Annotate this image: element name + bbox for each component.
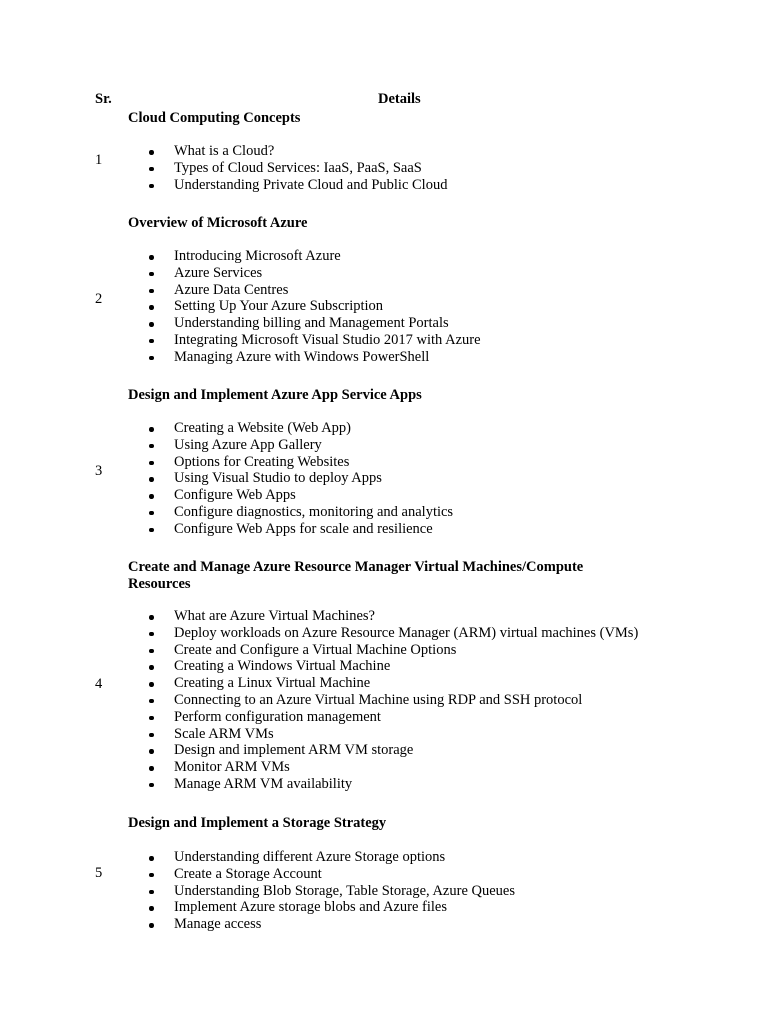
topic-item — [128, 899, 515, 916]
topic-text: Implement Azure storage blobs and Azure files — [174, 899, 448, 916]
bullet-icon — [149, 766, 154, 771]
section-title: Create and Manage Azure Resource Manager Virtual Machines/Compute Resources — [128, 559, 584, 592]
topic-text: Manage ARM VM availability — [174, 775, 353, 792]
bullet-icon — [149, 461, 154, 466]
topic-text: Scale ARM VMs — [174, 725, 274, 742]
topic-text: What are Azure Virtual Machines? — [174, 608, 375, 624]
section-title: Cloud Computing Concepts — [128, 110, 301, 126]
topic-text: Perform configuration management — [174, 708, 381, 725]
topic-item — [128, 282, 481, 299]
bullet-icon — [149, 272, 154, 277]
topic-item — [128, 349, 481, 366]
topic-text: Understanding different Azure Storage options — [174, 849, 446, 865]
topic-list — [128, 248, 481, 366]
bullet-icon — [149, 511, 154, 516]
topic-item — [128, 521, 453, 538]
bullet-icon — [149, 749, 154, 754]
topic-text: Introducing Microsoft Azure — [174, 248, 341, 264]
topic-item — [128, 420, 453, 437]
sr-column-header: Sr. — [95, 91, 112, 107]
topic-item — [128, 776, 638, 793]
topic-item — [128, 608, 638, 625]
topic-item — [128, 160, 447, 177]
bullet-icon — [149, 682, 154, 687]
topic-text: What is a Cloud? — [174, 143, 275, 159]
topic-item — [128, 265, 481, 282]
topic-item — [128, 470, 453, 487]
topic-item — [128, 437, 453, 454]
bullet-icon — [149, 665, 154, 670]
topic-list — [128, 608, 638, 793]
topic-item — [128, 849, 515, 866]
topic-item — [128, 883, 515, 900]
topic-text: Understanding billing and Management Portals — [174, 315, 449, 332]
topic-text: Manage access — [174, 916, 262, 933]
bullet-icon — [149, 649, 154, 654]
section-number: 4 — [95, 676, 103, 692]
topic-text: Managing Azure with Windows PowerShell — [174, 348, 430, 365]
bullet-icon — [149, 890, 154, 895]
bullet-icon — [149, 356, 154, 361]
topic-item — [128, 332, 481, 349]
topic-item — [128, 315, 481, 332]
bullet-icon — [149, 699, 154, 704]
bullet-icon — [149, 167, 154, 172]
topic-item — [128, 298, 481, 315]
topic-text: Creating a Linux Virtual Machine — [174, 675, 371, 692]
topic-item — [128, 248, 481, 265]
topic-list — [128, 420, 453, 538]
bullet-icon — [149, 632, 154, 637]
section-title: Design and Implement a Storage Strategy — [128, 815, 387, 831]
topic-item — [128, 487, 453, 504]
topic-text: Create and Configure a Virtual Machine Options — [174, 641, 457, 658]
section-number: 1 — [95, 152, 103, 168]
section-number: 3 — [95, 463, 103, 479]
topic-item — [128, 625, 638, 642]
bullet-icon — [149, 873, 154, 878]
bullet-icon — [149, 184, 154, 189]
bullet-icon — [149, 339, 154, 344]
topic-text: Azure Services — [174, 264, 263, 281]
topic-text: Monitor ARM VMs — [174, 759, 290, 776]
section-number: 5 — [95, 865, 103, 881]
topic-text: Creating a Website (Web App) — [174, 420, 351, 436]
topic-text: Types of Cloud Services: IaaS, PaaS, SaaS — [174, 159, 422, 176]
topic-item — [128, 143, 447, 160]
section-title: Overview of Microsoft Azure — [128, 215, 308, 231]
bullet-icon — [149, 444, 154, 449]
topic-text: Design and implement ARM VM storage — [174, 742, 414, 759]
topic-text: Understanding Private Cloud and Public Cloud — [174, 176, 448, 193]
topic-item — [128, 709, 638, 726]
topic-item — [128, 866, 515, 883]
topic-text: Configure Web Apps for scale and resilience — [174, 520, 433, 537]
topic-item — [128, 726, 638, 743]
topic-item — [128, 675, 638, 692]
bullet-icon — [149, 289, 154, 294]
topic-item — [128, 759, 638, 776]
topic-list — [128, 849, 515, 933]
topic-item — [128, 504, 453, 521]
topic-text: Setting Up Your Azure Subscription — [174, 298, 384, 315]
bullet-icon — [149, 322, 154, 327]
section-number: 2 — [95, 291, 103, 307]
topic-text: Integrating Microsoft Visual Studio 2017 with Azure — [174, 331, 481, 348]
bullet-icon — [149, 615, 154, 620]
bullet-icon — [149, 477, 154, 482]
topic-item — [128, 454, 453, 471]
topic-text: Connecting to an Azure Virtual Machine using RDP and SSH protocol — [174, 691, 583, 708]
bullet-icon — [149, 733, 154, 738]
bullet-icon — [149, 494, 154, 499]
topic-text: Creating a Windows Virtual Machine — [174, 658, 391, 675]
bullet-icon — [149, 427, 154, 432]
topic-text: Configure Web Apps — [174, 487, 296, 504]
topic-item — [128, 692, 638, 709]
bullet-icon — [149, 255, 154, 260]
topic-list — [128, 143, 447, 193]
topic-item — [128, 742, 638, 759]
bullet-icon — [149, 906, 154, 911]
bullet-icon — [149, 150, 154, 155]
topic-text: Using Visual Studio to deploy Apps — [174, 470, 382, 487]
section-title: Design and Implement Azure App Service Apps — [128, 387, 422, 403]
bullet-icon — [149, 856, 154, 861]
bullet-icon — [149, 305, 154, 310]
bullet-icon — [149, 528, 154, 533]
bullet-icon — [149, 716, 154, 721]
topic-text: Azure Data Centres — [174, 281, 289, 298]
topic-item — [128, 658, 638, 675]
topic-text: Create a Storage Account — [174, 865, 322, 882]
topic-item — [128, 642, 638, 659]
topic-text: Understanding Blob Storage, Table Storage, Azure Queues — [174, 882, 515, 899]
bullet-icon — [149, 783, 154, 788]
topic-text: Deploy workloads on Azure Resource Manager (ARM) virtual machines (VMs) — [174, 624, 639, 641]
topic-item — [128, 177, 447, 194]
topic-item — [128, 916, 515, 933]
details-column-header: Details — [378, 91, 421, 107]
topic-text: Options for Creating Websites — [174, 453, 350, 470]
topic-text: Using Azure App Gallery — [174, 436, 322, 453]
topic-text: Configure diagnostics, monitoring and analytics — [174, 503, 454, 520]
bullet-icon — [149, 923, 154, 928]
